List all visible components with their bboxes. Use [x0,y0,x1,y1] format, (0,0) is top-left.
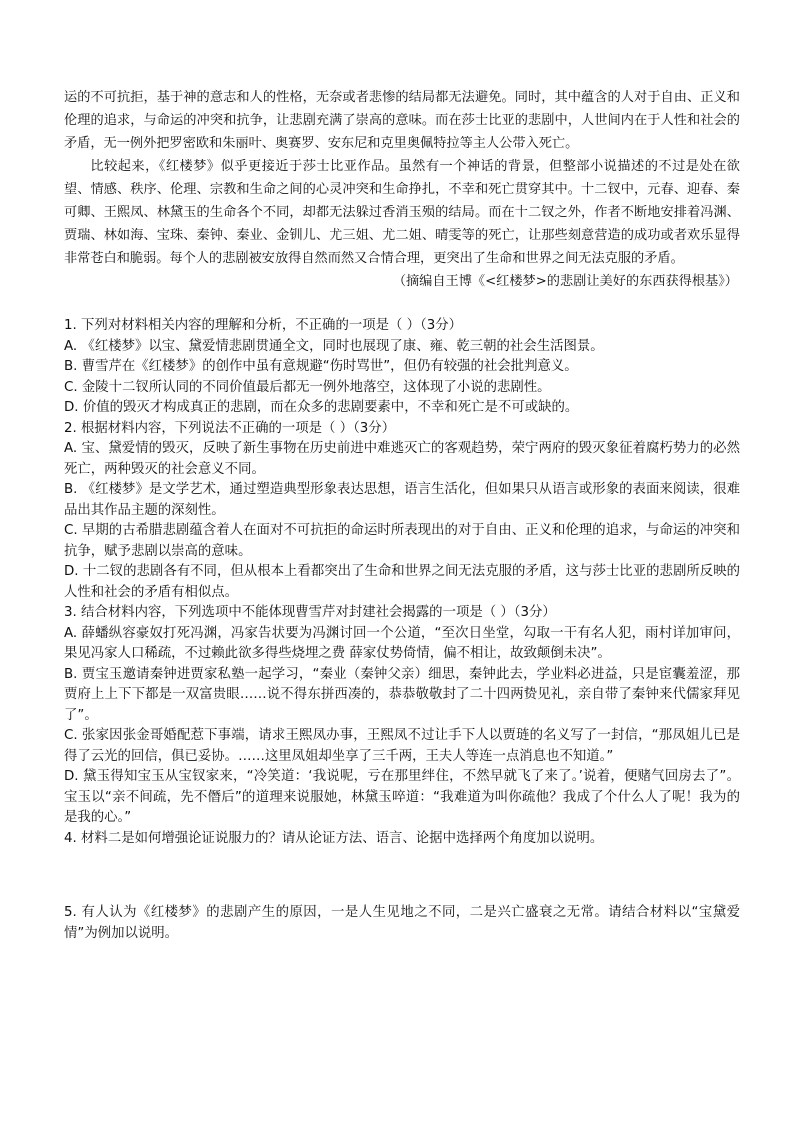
option-b: B. 贾宝玉邀请秦钟进贾家私塾一起学习，“秦业（秦钟父亲）细思，秦钟此去，学业料必进益，只是宦囊羞涩，那贾府上上下下都是一双富贵眼……说不得东拼西凑的，恭恭敬敬封了二十四两贽见礼，亲自带了秦钟来代儒家拜见了”。 [64,666,740,723]
option-a: A. 《红楼梦》以宝、黛爱情悲剧贯通全文，同时也展现了康、雍、乾三朝的社会生活图景。 [64,338,604,354]
question-list [64,316,740,944]
option-b: B. 曹雪芹在《红楼梦》的创作中虽有意规避“伤时骂世”，但仍有较强的社会批判意义。 [64,359,578,374]
question-stem: 3. 结合材料内容，下列选项中不能体现曹雪芹对封建社会揭露的一项是（ ）（3分） [64,605,556,620]
question-stem: 2. 根据材料内容，下列说法不正确的一项是（ ）（3分） [64,420,396,436]
answer-space [64,849,740,903]
option-b: B. 《红楼梦》是文学艺术，通过塑造典型形象表达思想，语言生活化，但如果只从语言或形象的表面来阅读，很难品出其作品主题的深刻性。 [64,482,740,518]
option-d: D. 黛玉得知宝玉从宝钗家来，“冷笑道：‘我说呢，亏在那里绊住，不然早就飞了来了。’说着，便赌气回房去了”。宝玉以“亲不间疏，先不僭后”的道理来说服她，林黛玉啐道：“我难道为叫你疏他？我成了个什么人了呢！我为的是我的心。” [64,769,740,825]
passage-source: （摘编自王博《<红楼梦>的悲剧让美好的东西获得根基》） [392,274,738,289]
passage-paragraph-2: 比较起来，《红楼梦》似乎更接近于莎士比亚作品。虽然有一个神话的背景，但整部小说描述的不过是处在欲望、情感、秩序、伦理、宗教和生命之间的心灵冲突和生命挣扎，不幸和死亡贯穿其中。十二钗中，元春、迎春、秦可卿、王熙凤、林黛玉的生命各个不同，却都无法躲过香消玉殒的结局。而在十二钗之外，作者不断地安排着冯渊、贾瑞、林如海、宝珠、秦钟、秦业、金钏儿、尤三姐、尤二姐、晴雯等的死亡，让那些刻意营造的成功或者欢乐显得非常苍白和脆弱。每个人的悲剧被安放得自然而然又合情合理，更突出了生命和世界之间无法克服的矛盾。 [64,159,740,266]
question-1 [64,316,740,419]
question-2 [64,419,740,604]
option-a: A. 宝、黛爱情的毁灭，反映了新生事物在历史前进中难逃灭亡的客观趋势，荣宁两府的毁灭象征着腐朽势力的必然死亡，两种毁灭的社会意义不同。 [64,441,740,477]
reading-passage [64,86,740,293]
option-c: C. 早期的古希腊悲剧蕴含着人在面对不可抗拒的命运时所表现出的对于自由、正义和伦理的追求，与命运的冲突和抗争，赋予悲剧以崇高的意味。 [64,523,740,559]
question-3 [64,603,740,829]
option-c: C. 张家因张金哥婚配惹下事端，请求王熙凤办事，王熙凤不过让手下人以贾琏的名义写了一封信，“那凤姐儿已是得了云光的回信，俱已妥协。……这里凤姐却坐享了三千两，王夫人等连一点消息也不知道。” [64,728,740,764]
option-a: A. 薛蟠纵容豪奴打死冯渊，冯家告状要为冯渊讨回一个公道，“至次日坐堂，勾取一干有名人犯，雨村详加审问，果见冯家人口稀疏，不过赖此欲多得些烧埋之费 薛家仗势倚情，偏不相让，故致颠倒未决”。 [64,625,740,661]
option-c: C. 金陵十二钗所认同的不同价值最后都无一例外地落空，这体现了小说的悲剧性。 [64,379,551,395]
question-5 [64,903,740,944]
passage-paragraph-1: 运的不可抗拒，基于神的意志和人的性格，无奈或者悲惨的结局都无法避免。同时，其中蕴含的人对于自由、正义和伦理的追求，与命运的冲突和抗争，让悲剧充满了崇高的意味。而在莎士比亚的悲剧中，人世间内在于人性和社会的矛盾，无一例外把罗密欧和朱丽叶、奥赛罗、安东尼和克里奥佩特拉等主人公带入死亡。 [64,90,740,151]
question-stem: 1. 下列对材料相关内容的理解和分析，不正确的一项是（ ）（3分） [64,318,463,333]
question-stem: 4. 材料二是如何增强论证说服力的？请从论证方法、语言、论据中选择两个角度加以说明。 [64,830,604,846]
question-4 [64,829,740,850]
option-d: D. 价值的毁灭才构成真正的悲剧，而在众多的悲剧要素中，不幸和死亡是不可或缺的。 [64,400,579,415]
question-stem: 5. 有人认为《红楼梦》的悲剧产生的原因，一是人生见地之不同，二是兴亡盛衰之无常。请结合材料以“宝黛爱情”为例加以说明。 [64,905,740,941]
option-d: D. 十二钗的悲剧各有不同，但从根本上看都突出了生命和世界之间无法克服的矛盾，这与莎士比亚的悲剧所反映的人性和社会的矛盾有相似点。 [64,564,740,600]
